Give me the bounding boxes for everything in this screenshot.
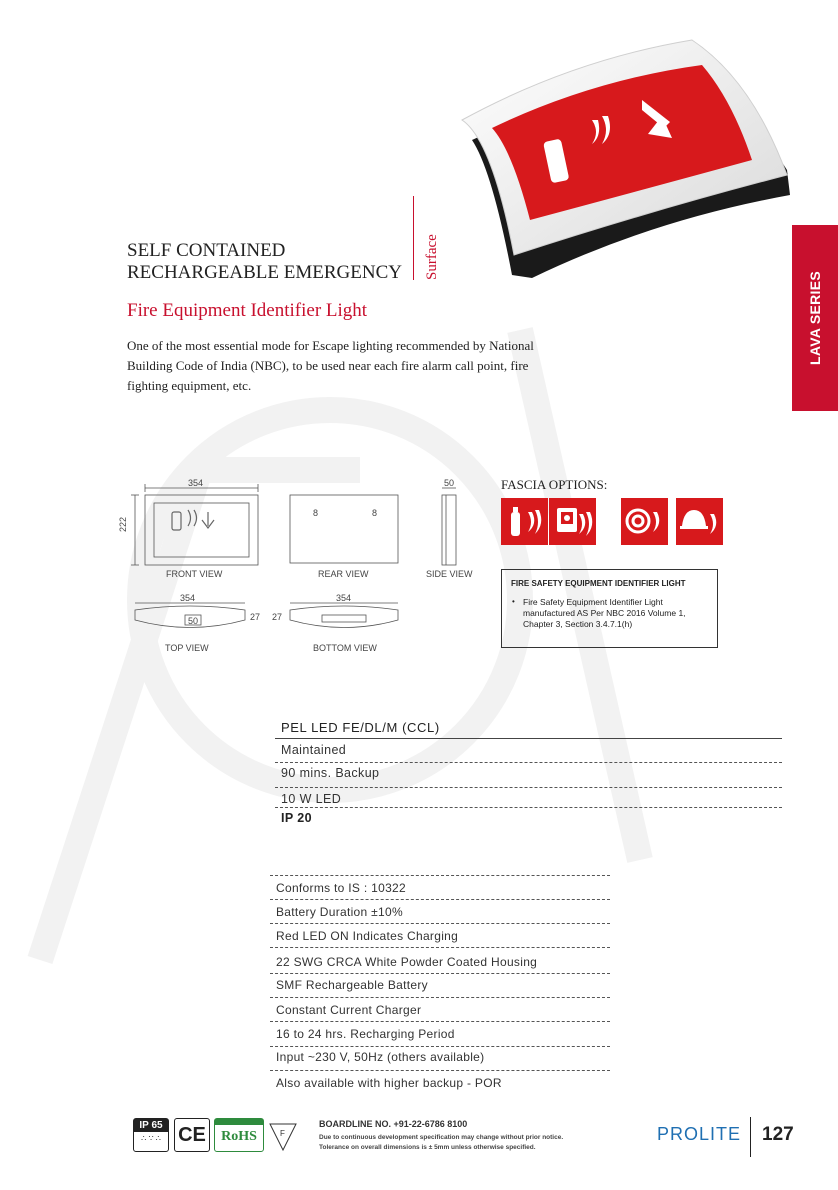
top-inner-dim: 50 bbox=[188, 616, 199, 626]
ip65-badge-label: IP 65 bbox=[134, 1119, 168, 1132]
feature-divider bbox=[270, 1070, 610, 1071]
front-view-label: FRONT VIEW bbox=[166, 569, 223, 579]
spec-box-bullet: • bbox=[512, 597, 515, 606]
ip65-badge bbox=[133, 1118, 169, 1152]
feature-item: SMF Rechargeable Battery bbox=[276, 978, 428, 992]
rear-hole-left: 8 bbox=[313, 508, 319, 518]
product-row: 10 W LED bbox=[281, 792, 342, 806]
feature-item: Red LED ON Indicates Charging bbox=[276, 929, 459, 943]
feature-divider bbox=[270, 899, 610, 900]
spec-box bbox=[501, 569, 718, 648]
ce-mark: CE bbox=[178, 1124, 206, 1146]
dust-water-icon: ∴ ∵ ∴ bbox=[141, 1134, 161, 1143]
feature-divider bbox=[270, 875, 610, 876]
f-mark-triangle-icon bbox=[268, 1118, 298, 1152]
technical-drawings bbox=[110, 470, 490, 670]
feature-item: Also available with higher backup - POR bbox=[276, 1076, 502, 1090]
rear-view-drawing bbox=[290, 495, 398, 563]
boardline-number: BOARDLINE NO. +91-22-6786 8100 bbox=[319, 1119, 468, 1129]
product-title bbox=[127, 240, 402, 284]
product-row: 90 mins. Backup bbox=[281, 766, 380, 780]
feature-item: Constant Current Charger bbox=[276, 1003, 422, 1017]
feature-divider bbox=[270, 947, 610, 948]
bottom-view-drawing bbox=[290, 606, 398, 628]
title-line-1: SELF CONTAINED bbox=[127, 240, 286, 261]
rohs-badge bbox=[214, 1118, 264, 1152]
brand-logo: PROLITE bbox=[657, 1124, 742, 1144]
fire-hose-reel-icon bbox=[621, 498, 668, 545]
bottom-view-label: BOTTOM VIEW bbox=[313, 643, 377, 653]
row-divider bbox=[275, 787, 782, 788]
page-number: 127 bbox=[762, 1124, 794, 1145]
rohs-label: RoHS bbox=[221, 1129, 257, 1144]
feature-divider bbox=[270, 1021, 610, 1022]
spec-box-text: Fire Safety Equipment Identifier Light manufactured AS Per NBC 2016 Volume 1, Chapter 3, Section 3.4.7.1(h) bbox=[523, 597, 686, 629]
top-depth-dim: 27 bbox=[250, 612, 261, 622]
fire-alarm-bell-icon bbox=[676, 498, 723, 545]
feature-divider bbox=[270, 923, 610, 924]
series-tab bbox=[792, 225, 838, 411]
product-subtitle: Fire Equipment Identifier Light bbox=[127, 300, 368, 321]
top-view-label: TOP VIEW bbox=[165, 643, 209, 653]
feature-item: 22 SWG CRCA White Powder Coated Housing bbox=[276, 955, 538, 969]
side-depth-dim: 50 bbox=[444, 478, 455, 488]
product-row-ip: IP 20 bbox=[281, 811, 312, 825]
front-view-drawing bbox=[145, 495, 258, 565]
mount-type-label: Surface bbox=[424, 234, 440, 280]
row-divider bbox=[275, 762, 782, 763]
top-width-dim: 354 bbox=[180, 593, 196, 603]
page-number-divider bbox=[750, 1117, 751, 1157]
feature-item: 16 to 24 hrs. Recharging Period bbox=[276, 1027, 455, 1041]
bottom-width-dim: 354 bbox=[336, 593, 352, 603]
feature-item: Battery Duration ±10% bbox=[276, 905, 403, 919]
product-image bbox=[452, 20, 792, 280]
row-divider bbox=[275, 807, 782, 808]
fire-alarm-call-point-icon bbox=[549, 498, 596, 545]
feature-divider bbox=[270, 973, 610, 974]
title-divider bbox=[413, 196, 414, 280]
fascia-options-title: FASCIA OPTIONS: bbox=[501, 477, 608, 492]
series-tab-label: LAVA SERIES bbox=[807, 270, 823, 366]
side-view-label: SIDE VIEW bbox=[426, 569, 473, 579]
f-mark-label: F bbox=[280, 1129, 285, 1138]
title-line-2: RECHARGEABLE EMERGENCY bbox=[127, 262, 402, 283]
front-width-dim: 354 bbox=[188, 478, 204, 488]
bottom-depth-dim: 27 bbox=[272, 612, 283, 622]
footer-note-2: Tolerance on overall dimensions is ± 5mm unless otherwise specified. bbox=[319, 1144, 536, 1151]
ce-badge bbox=[174, 1118, 210, 1152]
feature-item: Input ~230 V, 50Hz (others available) bbox=[276, 1050, 485, 1064]
spec-box-heading: FIRE SAFETY EQUIPMENT IDENTIFIER LIGHT bbox=[511, 579, 686, 588]
model-underline bbox=[275, 738, 782, 739]
footer-note-1: Due to continuous development specification may change without prior notice. bbox=[319, 1134, 564, 1141]
fire-extinguisher-icon bbox=[501, 498, 548, 545]
rohs-check-icon bbox=[215, 1119, 263, 1125]
front-height-dim: 222 bbox=[118, 516, 128, 532]
feature-divider bbox=[270, 997, 610, 998]
footer-notes bbox=[319, 1133, 563, 1153]
feature-divider bbox=[270, 1046, 610, 1047]
product-description: One of the most essential mode for Escape lighting recommended by National Building Code of India (NBC), to be used near each fire alarm call point, fire fighting equipment, etc. bbox=[127, 338, 534, 393]
model-number: PEL LED FE/DL/M (CCL) bbox=[281, 720, 440, 735]
side-view-drawing bbox=[442, 495, 456, 565]
rear-view-label: REAR VIEW bbox=[318, 569, 369, 579]
product-row: Maintained bbox=[281, 743, 347, 757]
feature-item: Conforms to IS : 10322 bbox=[276, 881, 406, 895]
rear-hole-right: 8 bbox=[372, 508, 378, 518]
